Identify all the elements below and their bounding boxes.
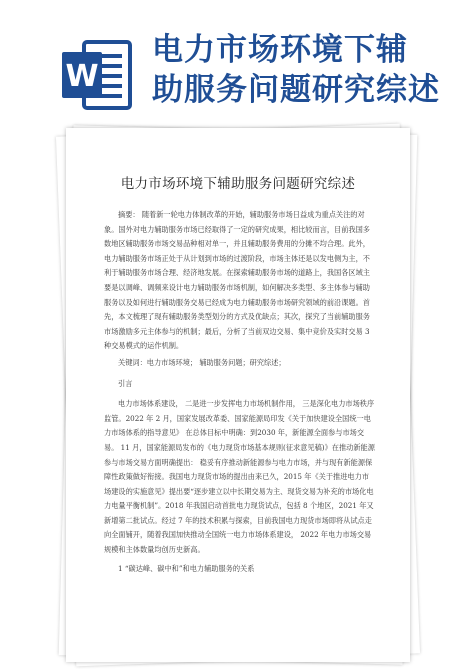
document-page [66, 128, 410, 662]
document-content [66, 128, 410, 662]
document-body [104, 208, 376, 576]
banner-title-line-1: 电力市场环境下辅 [152, 32, 408, 68]
banner [0, 0, 474, 130]
section-subheading: 1 “碳达峰、碳中和”和电力辅助服务的关系 [118, 563, 255, 573]
word-document-icon [62, 38, 134, 112]
preface-heading: 引言 [118, 378, 133, 388]
banner-title-line-2: 助服务问题研究综述 [152, 72, 440, 108]
document-title: 电力市场环境下辅助服务问题研究综述 [120, 176, 356, 192]
word-logo-letter: W [65, 59, 99, 94]
banner-title [152, 30, 462, 110]
keywords-line: 关键词：电力市场环境； 辅助服务问题；研究综述； [118, 357, 286, 367]
abstract-paragraph: 摘要： 随着新一轮电力体制改革的开始，辅助服务市场日益成为重点关注的对象。国外对电力辅助服务市场已经取得了一定的研究成果，相比较而言，目前我国多数地区辅助服务市场交易品种相对单一，并且辅助服务费用的分摊不均合理。此外，电力辅助服务市场正处于从计划到市场的过渡阶段，市场主体还是以发电侧为主，不利于辅助服务市场合理、经济地发展。在探索辅助服务市场的道路上，我国各区域主要是以调峰、调频来设计电力辅助服务市场机制，如何解决多类型、多主体参与辅助服务以及如何进行辅助服务交易已经成为电力辅助服务市场研究领域的前沿课题。首先，本文梳理了现有辅助服务类型划分的方式及优缺点；其次，探究了当前辅助服务市场激励多元主体参与的机制；最后，分析了当前双边交易、集中竞价及实时交易 3 种交易模式的运作机制。 [104, 210, 370, 351]
intro-paragraph: 电力市场体系建设， 二是进一步发挥电力市场机制作用， 三是深化电力市场秩序监管。2022 年 2 月，国家发展改革委、国家能源局印发《关于加快建设全国统一电力市场体系的指导意见》 在总体目标中明确：到2030 年，新能源全面参与市场交易。 11 月，国家能源局发布的《电力现货市场基本规则(征求意见稿)》在推动新能源参与市场交易方面明确提出： 稳妥有序推动新能源参与电力市场，并与现有新能源保障性政策做好衔接。我国电力现货市场的提出由来已久，2015 年《关于推进电力市场建设的实施意见》提出要“逐步建立以中长期交易为主、现货交易为补充的市场化电力电量平衡机制”。2018 年我国启动首批电力现货试点，包括 8 个地区，2021 年又新增第二批试点。经过 7 年的技术积累与探索，目前我国电力现货市场即将从试点走向全面铺开，随着我国加快推动全国统一电力市场体系建设， 2022 年电力市场交易规模和主体数量均创历史新高。 [104, 399, 375, 555]
